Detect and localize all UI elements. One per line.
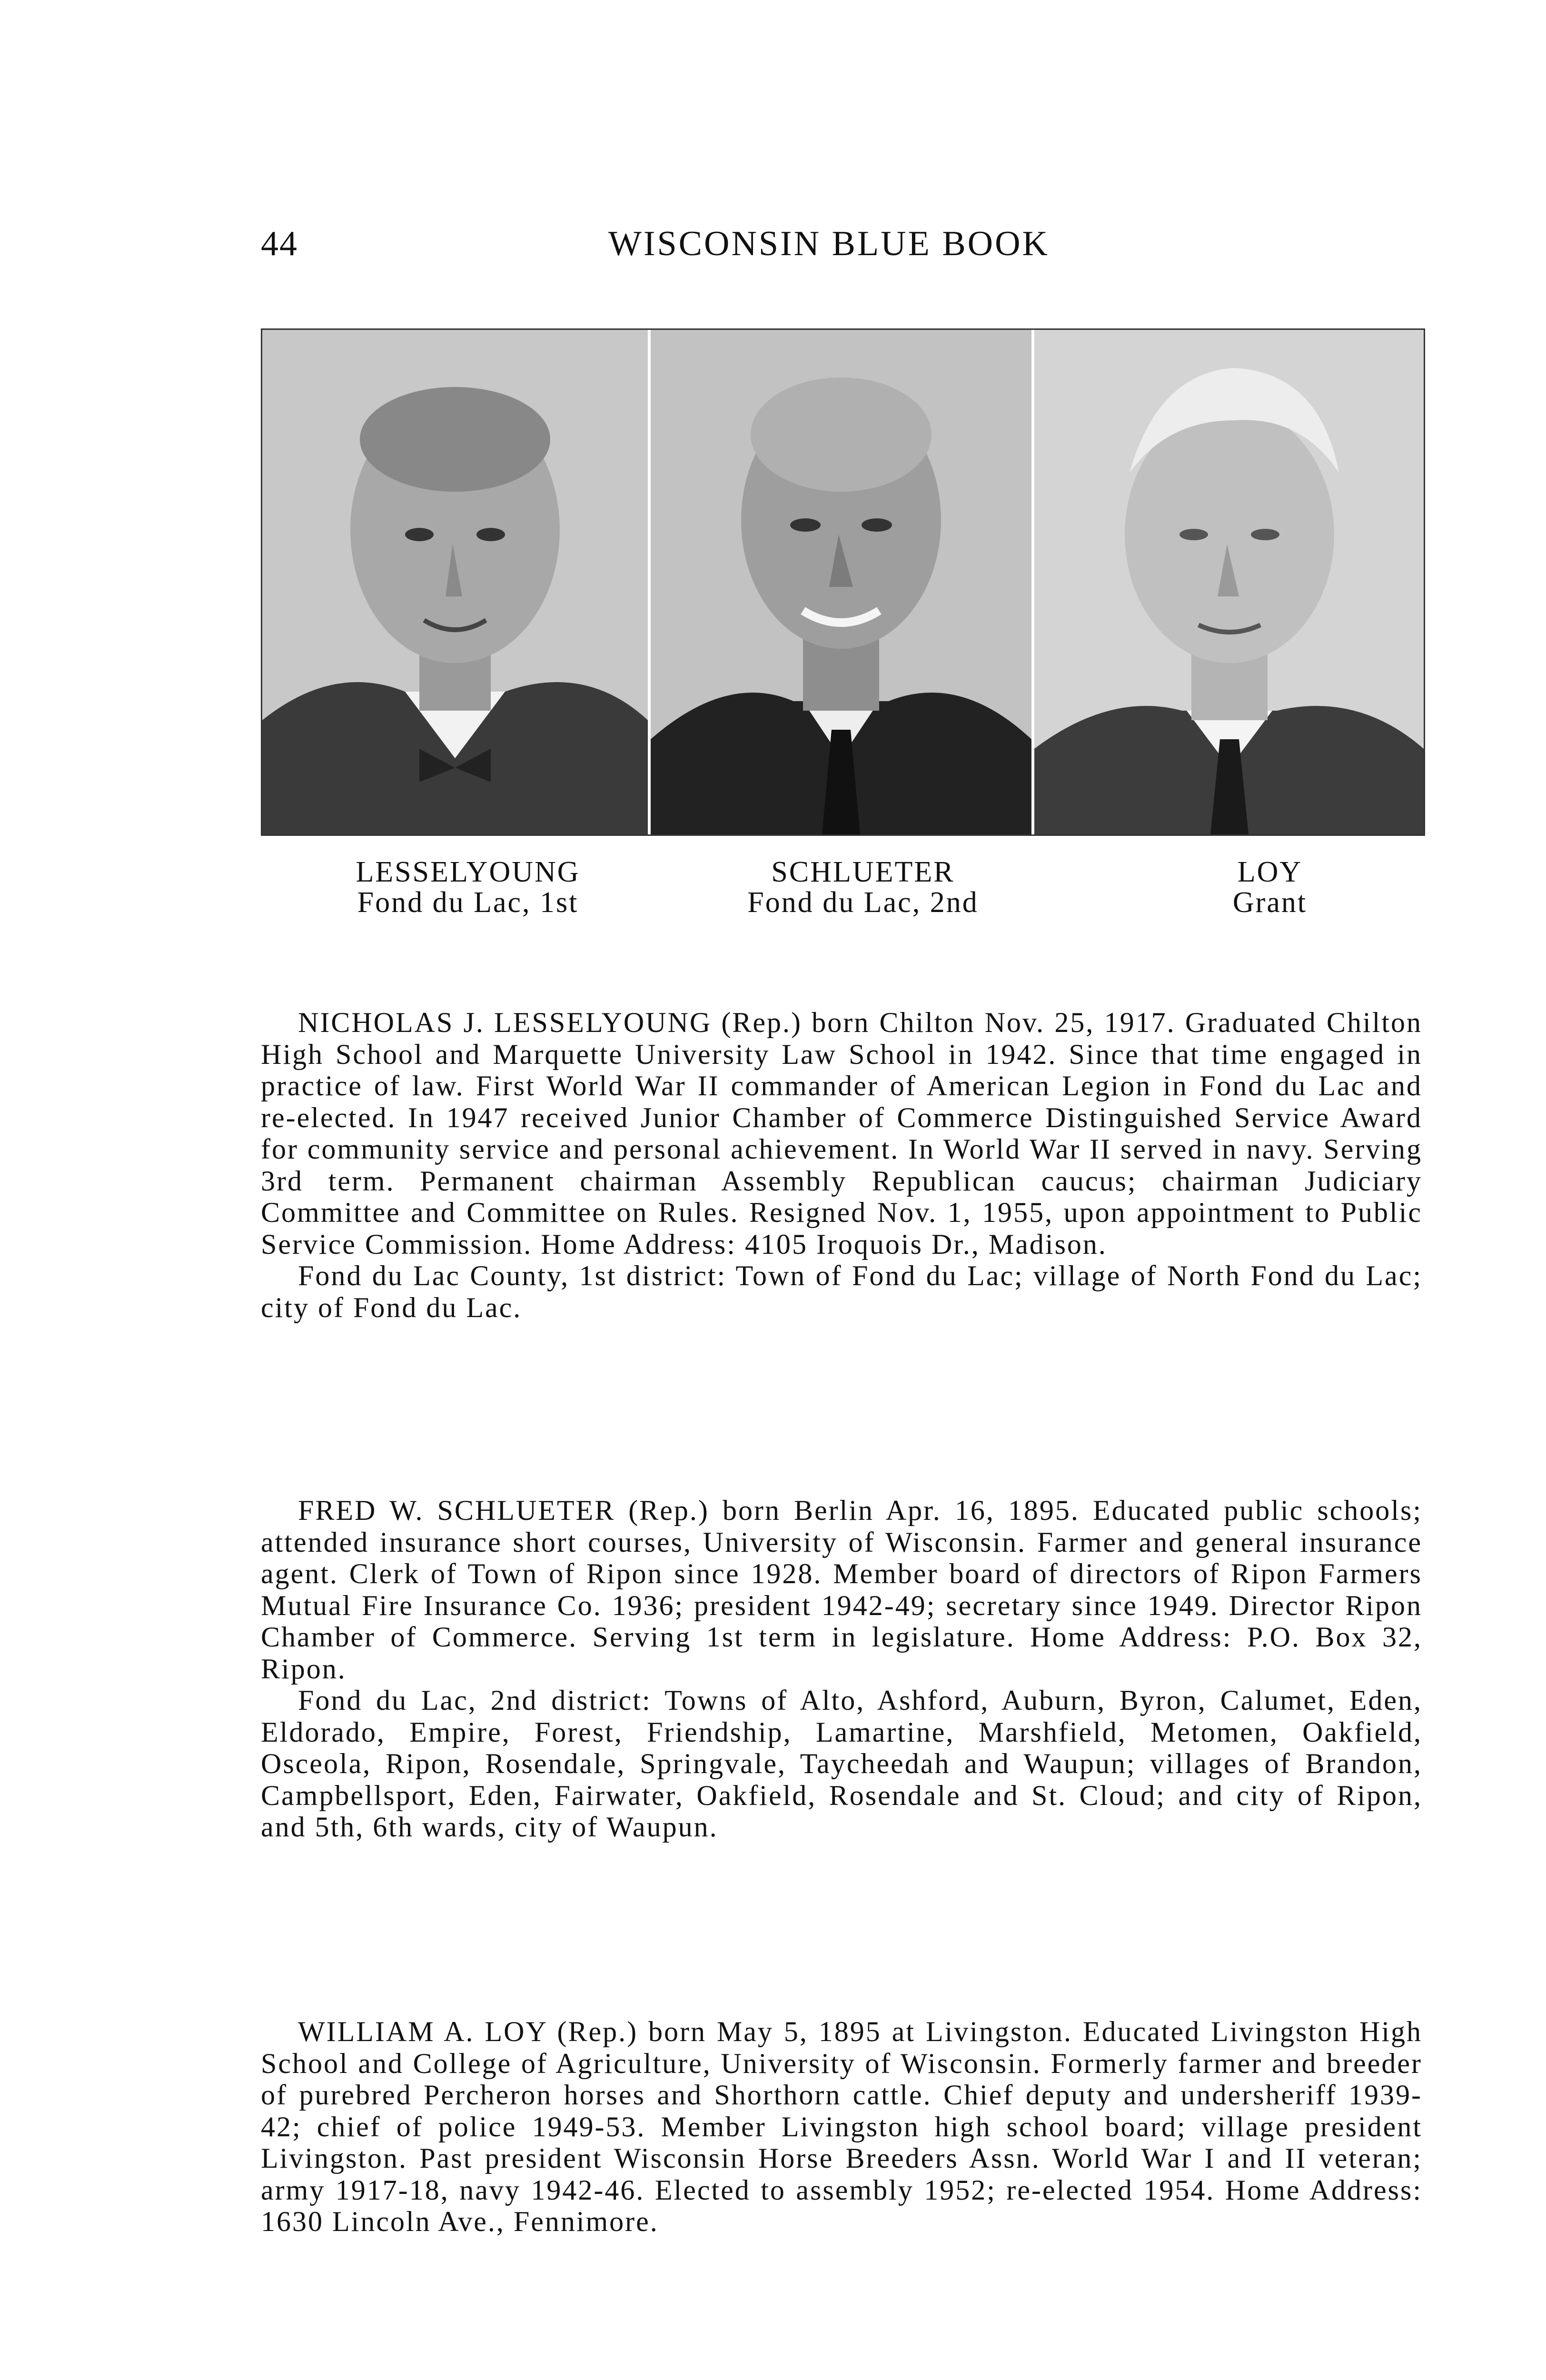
caption-loy (1099, 857, 1441, 918)
portrait-strip (261, 328, 1425, 836)
biography-text: FRED W. SCHLUETER (Rep.) born Berlin Apr. 16, 1895. Educated public schools; attended insurance short courses, University of Wisconsin. Farmer and general insurance agent. Clerk of Town of Ripon since 1928. Member board of directors of Ripon Farmers Mutual Fire Insurance Co. 1936; president 1942-49; secretary since 1949. Director Ripon Chamber of Commerce. Serving 1st term in legislature. Home Address: P.O. Box 32, Ripon. (261, 1495, 1422, 1685)
running-head: WISCONSIN BLUE BOOK (608, 224, 1050, 263)
portrait-illustration (651, 330, 1031, 834)
biography-schlueter (261, 1495, 1422, 1843)
biography-lesselyoung (261, 1007, 1422, 1323)
portrait-illustration (262, 330, 648, 834)
caption-district: Fond du Lac, 2nd (747, 886, 979, 919)
caption-name: SCHLUETER (771, 856, 955, 888)
district-description: Fond du Lac County, 1st district: Town of Fond du Lac; village of North Fond du Lac; city of Fond du Lac. (261, 1260, 1422, 1323)
caption-name: LESSELYOUNG (356, 856, 580, 888)
portrait-photo-schlueter (651, 330, 1034, 834)
biography-text: WILLIAM A. LOY (Rep.) born May 5, 1895 at Livingston. Educated Livingston High School and College of Agriculture, University of Wisconsin. Formerly farmer and breeder of purebred Percheron horses and Shorthorn cattle. Chief deputy and undersheriff 1939-42; chief of police 1949-53. Member Livingston high school board; village president Livingston. Past president Wisconsin Horse Breeders Assn. World War I and II veteran; army 1917-18, navy 1942-46. Elected to assembly 1952; re-elected 1954. Home Address: 1630 Lincoln Ave., Fennimore. (261, 2016, 1422, 2237)
page-header (261, 224, 1427, 276)
portrait-captions (261, 857, 1422, 923)
biography-loy (261, 2016, 1422, 2238)
caption-name: LOY (1237, 856, 1303, 888)
caption-schlueter (656, 857, 1070, 918)
page-number: 44 (261, 224, 298, 263)
portrait-photo-lesselyoung (262, 330, 651, 834)
caption-district: Grant (1232, 886, 1308, 919)
portrait-illustration (1034, 330, 1424, 834)
biography-text: NICHOLAS J. LESSELYOUNG (Rep.) born Chilton Nov. 25, 1917. Graduated Chilton High School and Marquette University Law School in 1942. Since that time engaged in practice of law. First World War II commander of American Legion in Fond du Lac and re-elected. In 1947 received Junior Chamber of Commerce Distinguished Service Award for community service and personal achievement. In World War II served in navy. Serving 3rd term. Permanent chairman Assembly Republican caucus; chairman Judiciary Committee and Committee on Rules. Resigned Nov. 1, 1955, upon appointment to Public Service Commission. Home Address: 4105 Iroquois Dr., Madison. (261, 1007, 1422, 1260)
district-description: Fond du Lac, 2nd district: Towns of Alto, Ashford, Auburn, Byron, Calumet, Eden, Eldorado, Empire, Forest, Friendship, Lamartine, Marshfield, Metomen, Oakfield, Osceola, Ripon, Rosendale, Springvale, Taycheedah and Waupun; villages of Brandon, Campbellsport, Eden, Fairwater, Oakfield, Rosendale and St. Cloud; and city of Ripon, and 5th, 6th wards, city of Waupun. (261, 1685, 1422, 1843)
caption-district: Fond du Lac, 1st (357, 886, 579, 919)
caption-lesselyoung (261, 857, 675, 918)
portrait-photo-loy (1034, 330, 1424, 834)
